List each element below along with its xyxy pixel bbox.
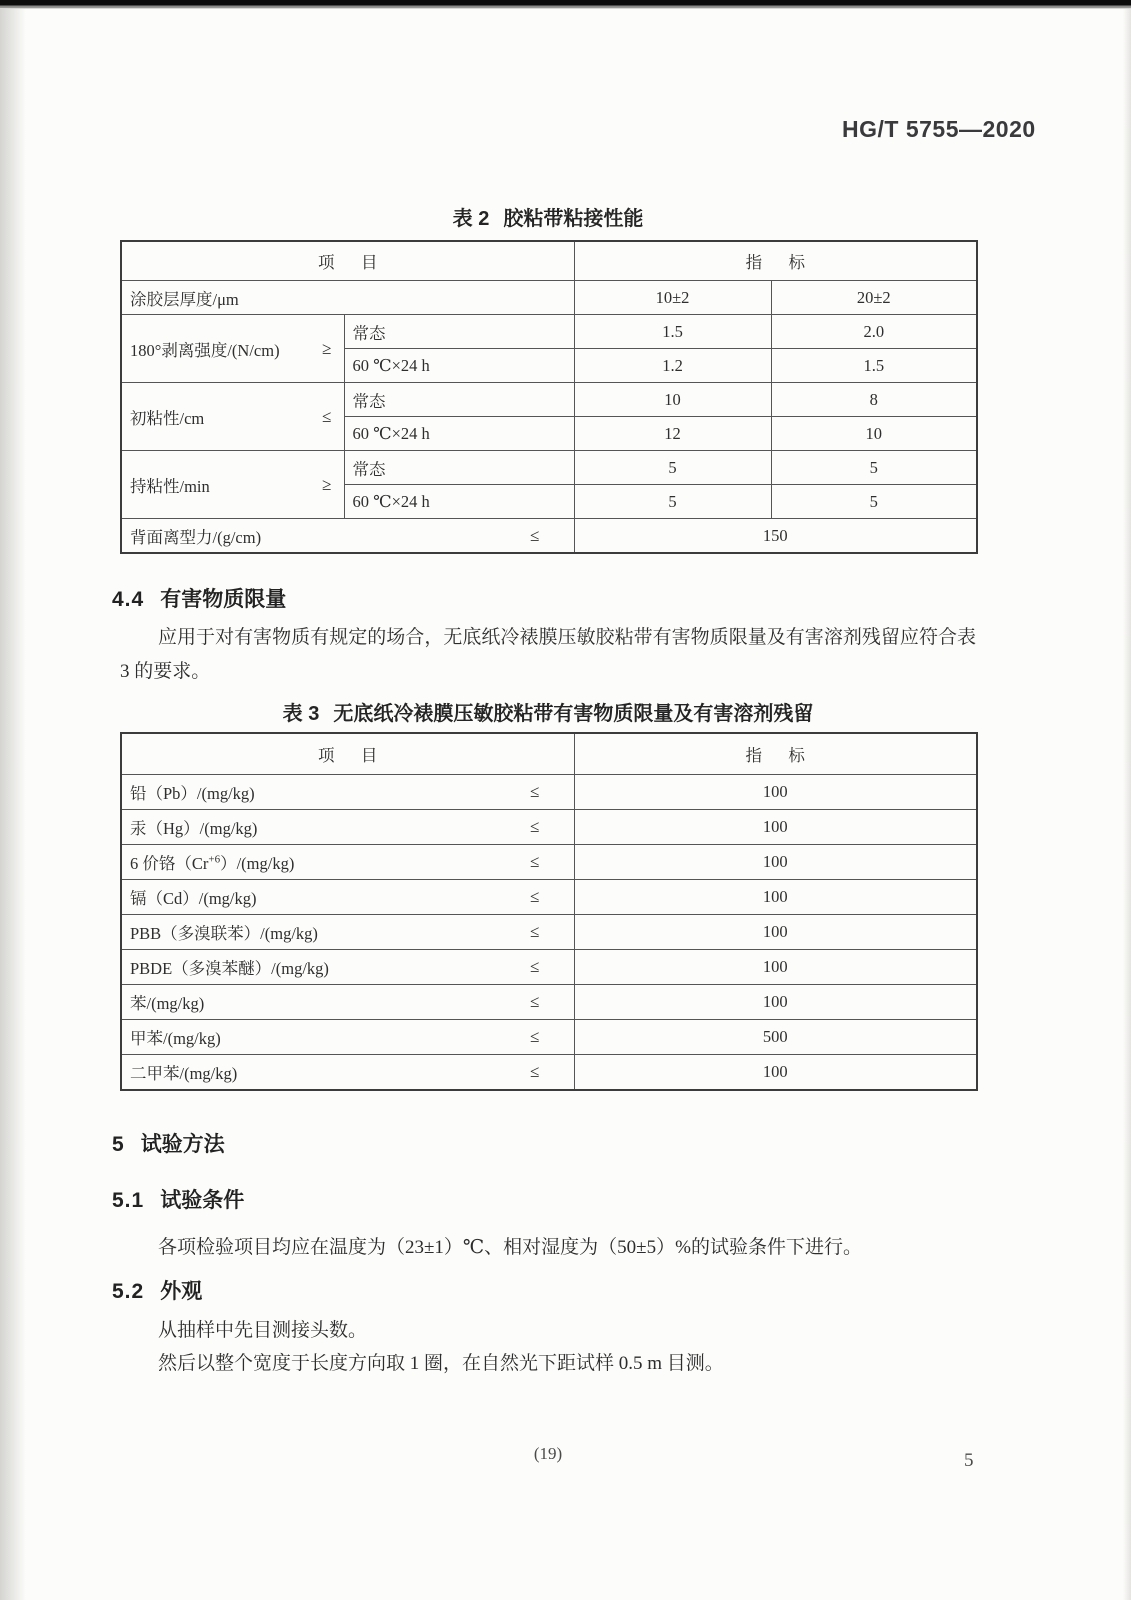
value-cell: 2.0 [771,315,977,349]
item-label [130,850,294,874]
item-cell [121,383,344,451]
table-row-pbde [121,950,977,985]
item-with-symbol [130,405,336,429]
value-cell: 8 [771,383,977,417]
le-symbol: ≤ [530,817,540,836]
le-symbol: ≤ [530,992,540,1011]
item-with-symbol [130,885,566,909]
table2-caption-title: 胶粘带粘接性能 [503,208,644,230]
table3-header-row [121,733,977,775]
item-cell [121,950,574,985]
standard-number: HG/T 5755—2020 [842,116,1036,142]
value-cell: 100 [574,1055,977,1091]
item-with-symbol [130,1060,566,1084]
item-label: 背面离型力/(g/cm) [130,527,262,547]
paragraph-4-4: 应用于对有害物质有规定的场合，无底纸冷裱膜压敏胶粘带有害物质限量及有害溶剂残留应符合表 3 的要求。 [120,627,976,682]
value-cell: 10±2 [574,281,771,315]
condition-cell: 60 ℃×24 h [344,349,574,383]
item-label: 初粘性/cm [130,408,205,428]
le-symbol: ≤ [530,525,540,545]
paragraph-5-2 [120,1314,976,1380]
value-cell: 100 [574,950,977,985]
table3-header-index-cell [574,733,977,775]
table-row-cadmium [121,880,977,915]
item-cell [121,1020,574,1055]
le-symbol: ≤ [530,957,540,976]
le-symbol: ≤ [530,852,540,871]
page-number: 5 [964,1450,974,1471]
column-header-item: 项目 [318,253,404,272]
table-row-pbb [121,915,977,950]
item-with-symbol [130,473,336,497]
item-with-symbol [130,780,566,804]
value-cell: 100 [574,985,977,1020]
value-cell: 100 [574,810,977,845]
item-cell [121,519,574,554]
item-cell [121,775,574,810]
item-cell [121,915,574,950]
table3-header-item-cell [121,733,574,775]
item-label: 二甲苯/(mg/kg) [130,1064,238,1083]
value-cell: 12 [574,417,771,451]
section-title: 试验条件 [160,1189,245,1212]
table3-caption-title: 无底纸冷裱膜压敏胶粘带有害物质限量及有害溶剂残留 [333,703,814,725]
le-symbol: ≤ [530,1027,540,1046]
value-cell: 5 [574,485,771,519]
value-cell: 10 [574,383,771,417]
value-cell: 5 [771,451,977,485]
section-heading-4-4 [112,583,286,613]
le-symbol: ≤ [530,782,540,801]
section-heading-5-2 [112,1275,202,1305]
item-with-symbol [130,815,566,839]
value-cell: 100 [574,775,977,810]
table-row-release [121,519,977,554]
item-with-symbol [130,920,566,944]
column-header-index: 指标 [745,746,832,765]
scan-edge-left [0,9,26,1600]
table3-caption-label: 表 3 [282,703,320,725]
le-symbol: ≤ [530,922,540,941]
item-label: 铅（Pb）/(mg/kg) [130,784,255,803]
value-cell: 20±2 [771,281,977,315]
item-cell [121,845,574,880]
paragraph-line: 从抽样中先目测接头数。 [158,1320,368,1341]
item-with-symbol [130,524,566,548]
item-label-superscript: +6 [208,853,221,866]
paragraph-5-1: 各项检验项目均应在温度为（23±1）℃、相对湿度为（50±5）%的试验条件下进行。 [158,1237,862,1258]
item-with-symbol [130,850,566,874]
item-label-suffix: ）/(mg/kg) [220,854,295,873]
table3-caption [120,697,976,726]
condition-cell: 常态 [344,383,574,417]
paragraph-line: 然后以整个宽度于长度方向取 1 圈，在自然光下距试样 0.5 m 目测。 [158,1353,724,1374]
le-symbol: ≤ [322,406,332,426]
item-label: PBB（多溴联苯）/(mg/kg) [130,924,318,943]
condition-cell: 60 ℃×24 h [344,417,574,451]
table-row-chromium [121,845,977,880]
section-title: 试验方法 [140,1133,225,1156]
table2-header-index-cell [574,241,977,281]
value-cell: 100 [574,880,977,915]
item-cell [121,985,574,1020]
value-cell: 1.5 [574,315,771,349]
section-heading-5 [112,1128,225,1158]
item-cell [121,315,344,383]
scan-edge-right [1123,9,1131,1600]
value-cell: 5 [574,451,771,485]
value-cell: 500 [574,1020,977,1055]
section-title: 有害物质限量 [160,588,287,611]
section-heading-5-1 [112,1184,244,1214]
condition-cell: 常态 [344,315,574,349]
value-cell: 1.2 [574,349,771,383]
item-cell [121,1055,574,1091]
table2-header-item-cell [121,241,574,281]
item-label: PBDE（多溴苯醚）/(mg/kg) [130,959,329,978]
item-label: 180°剥离强度/(N/cm) [130,340,280,360]
condition-cell: 常态 [344,451,574,485]
item-label-prefix: 6 价铬（Cr [130,854,209,873]
item-label: 汞（Hg）/(mg/kg) [130,819,258,838]
item-with-symbol [130,1025,566,1049]
item-label: 苯/(mg/kg) [130,994,205,1013]
value-cell: 150 [574,519,977,554]
column-header-index: 指标 [745,253,832,272]
table-row-benzene [121,985,977,1020]
le-symbol: ≤ [530,1062,540,1081]
folio-marker: (19) [533,1444,563,1463]
item-label: 涂胶层厚度/μm [130,289,239,309]
condition-cell: 60 ℃×24 h [344,485,574,519]
table-row-tack-normal [121,383,977,417]
value-cell: 10 [771,417,977,451]
item-cell [121,810,574,845]
item-label: 甲苯/(mg/kg) [130,1029,221,1048]
scan-edge-top [0,0,1131,9]
table2-header-row [121,241,977,281]
item-with-symbol [130,990,566,1014]
value-cell: 1.5 [771,349,977,383]
table-row-xylene [121,1055,977,1091]
ge-symbol: ≥ [322,474,332,494]
value-cell: 100 [574,845,977,880]
table-row-lead [121,775,977,810]
section-number: 5.2 [112,1280,145,1303]
value-cell: 5 [771,485,977,519]
le-symbol: ≤ [530,887,540,906]
section-number: 5.1 [112,1189,145,1212]
item-cell [121,451,344,519]
table2-caption [120,202,976,231]
column-header-item: 项目 [318,746,404,765]
item-label: 镉（Cd）/(mg/kg) [130,889,257,908]
table2-caption-label: 表 2 [452,208,490,230]
item-cell [121,281,574,315]
adhesion-performance-table [120,240,978,554]
ge-symbol: ≥ [322,338,332,358]
table-row-mercury [121,810,977,845]
item-with-symbol [130,955,566,979]
section-title: 外观 [160,1280,203,1303]
item-label: 持粘性/min [130,476,210,496]
table-row-peel-normal [121,315,977,349]
value-cell: 100 [574,915,977,950]
item-with-symbol [130,337,336,361]
item-cell [121,880,574,915]
table-row-toluene [121,1020,977,1055]
section-number: 5 [112,1133,125,1156]
section-number: 4.4 [112,588,145,611]
hazardous-substance-table [120,732,978,1091]
table-row-hold-normal [121,451,977,485]
table-row-thickness [121,281,977,315]
